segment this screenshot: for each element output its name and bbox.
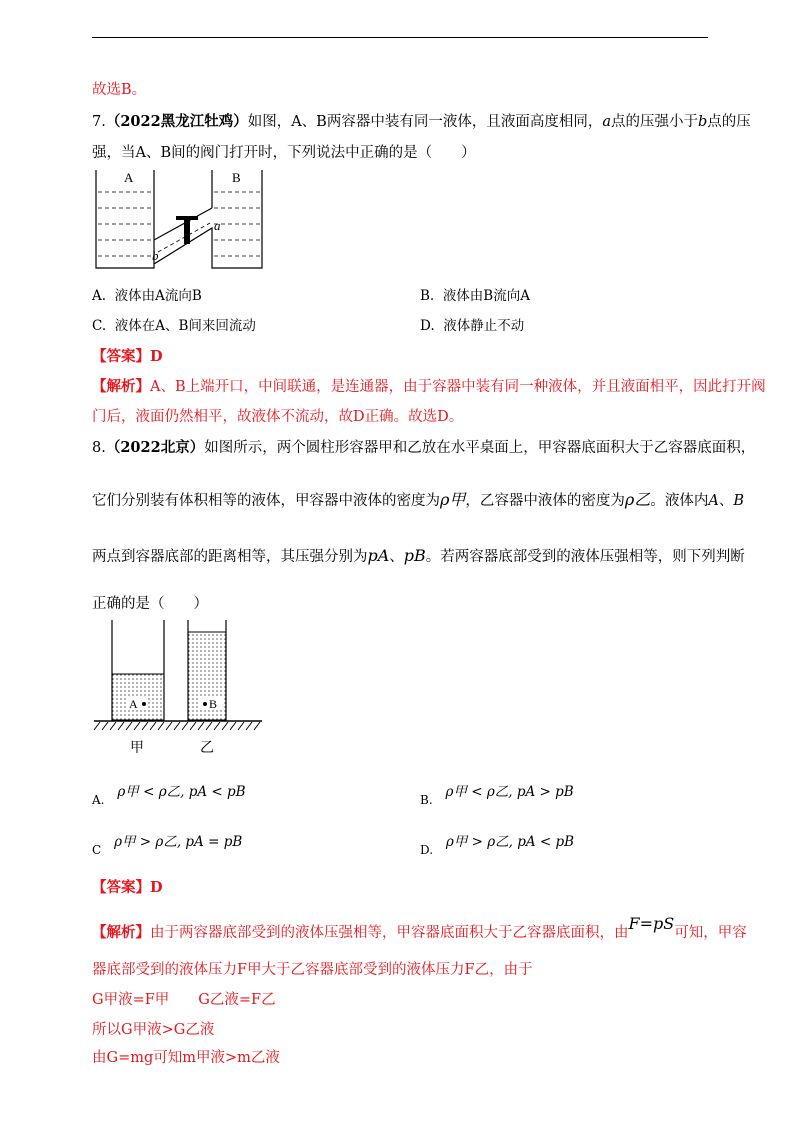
q8-stem-line1: 8.（2022北京）如图所示，两个圆柱形容器甲和乙放在水平桌面上，甲容器底面积大于乙容器底面积， [92,439,756,456]
q8-answer: 【答案】D [92,879,163,896]
p-a: pA [367,546,390,565]
q7-option-c[interactable]: C. 液体在A、B间来回流动 [92,318,256,334]
q8-fig-label-yi: 乙 [200,740,214,756]
q7-option-d[interactable]: D. 液体静止不动 [420,318,525,334]
formula-f-ps: F=pS [628,914,675,933]
rho-jia: ρ甲 [440,490,466,509]
q8-containers-figure [92,618,267,758]
q7-number: 7. [92,114,106,130]
q8-analysis-line5: 由G=mg可知m甲液>m乙液 [92,1050,280,1066]
q7-b-point: b [697,114,708,130]
q7-answer: 【答案】D [92,348,163,365]
q7-connected-vessel-figure [92,168,272,273]
q7-fig-label-a: A [124,170,134,185]
rho-yi: ρ乙 [624,490,651,509]
q7-stem-line2: 强，当A、B间的阀门打开时，下列说法中正确的是（ ） [92,145,476,161]
q8-option-d[interactable]: D. ρ甲 > ρ乙, pA < pB [420,834,575,857]
q7-stem-line1 [92,110,751,131]
q7-analysis-line1: 【解析】A、B上端开口，中间联通，是连通器，由于容器中装有同一种液体，并且液面相平，因此打开阀 [92,378,766,395]
q7-text: 如图，A、B两容器中装有同一液体，且液面高度相同， [247,114,603,130]
prev-conclusion: 故选B。 [92,82,147,98]
q7-fig-point-b: b [152,248,159,263]
q8-stem-line4: 正确的是（ ） [92,596,208,612]
q8-fig-point-a: A [129,697,138,711]
q8-analysis-line1: 【解析】由于两容器底部受到的液体压强相等，甲容器底面积大于乙容器底面积，由F=pS可知，甲容 [92,914,747,941]
q8-analysis-line3: G甲液=F甲 G乙液=F乙 [92,992,276,1008]
q7-fig-point-a: a [214,218,221,233]
q8-analysis-line2: 器底部受到的液体压力F甲大于乙容器底部受到的液体压力F乙，由于 [92,962,533,978]
header-rule [92,37,708,38]
q8-stem-line3: 两点到容器底部的距离相等，其压强分别为pA、pB。若两容器底部受到的液体压强相等，则下列判断 [92,546,745,565]
q7-option-b[interactable]: B. 液体由B流向A [420,288,530,304]
p-b: pB [403,546,426,565]
q7-a-point: a [602,114,611,130]
q8-analysis-line4: 所以G甲液>G乙液 [92,1022,215,1038]
q7-fig-label-b: B [232,170,241,185]
q8-option-a[interactable]: A. ρ甲 < ρ乙, pA < pB [92,784,246,807]
q7-text-mid: 点的压强小于 [610,114,698,130]
q8-stem-line2: 它们分别装有体积相等的液体，甲容器中液体的密度为ρ甲，乙容器中液体的密度为ρ乙。液体内A、B [92,490,744,509]
q8-option-c[interactable]: C ρ甲 > ρ乙, pA = pB [92,834,243,857]
q7-source: （2022黑龙江牡鸡） [105,113,248,130]
q8-fig-label-jia: 甲 [130,740,144,756]
q7-analysis-line2: 门后，液面仍然相平，故液体不流动，故D正确。故选D。 [92,409,464,425]
q8-fig-point-b: B [209,697,218,711]
q7-text-end: 点的压 [707,114,751,130]
q7-option-a[interactable]: A. 液体由A流向B [92,288,202,304]
q8-option-b[interactable]: B. ρ甲 < ρ乙, pA > pB [420,784,574,807]
